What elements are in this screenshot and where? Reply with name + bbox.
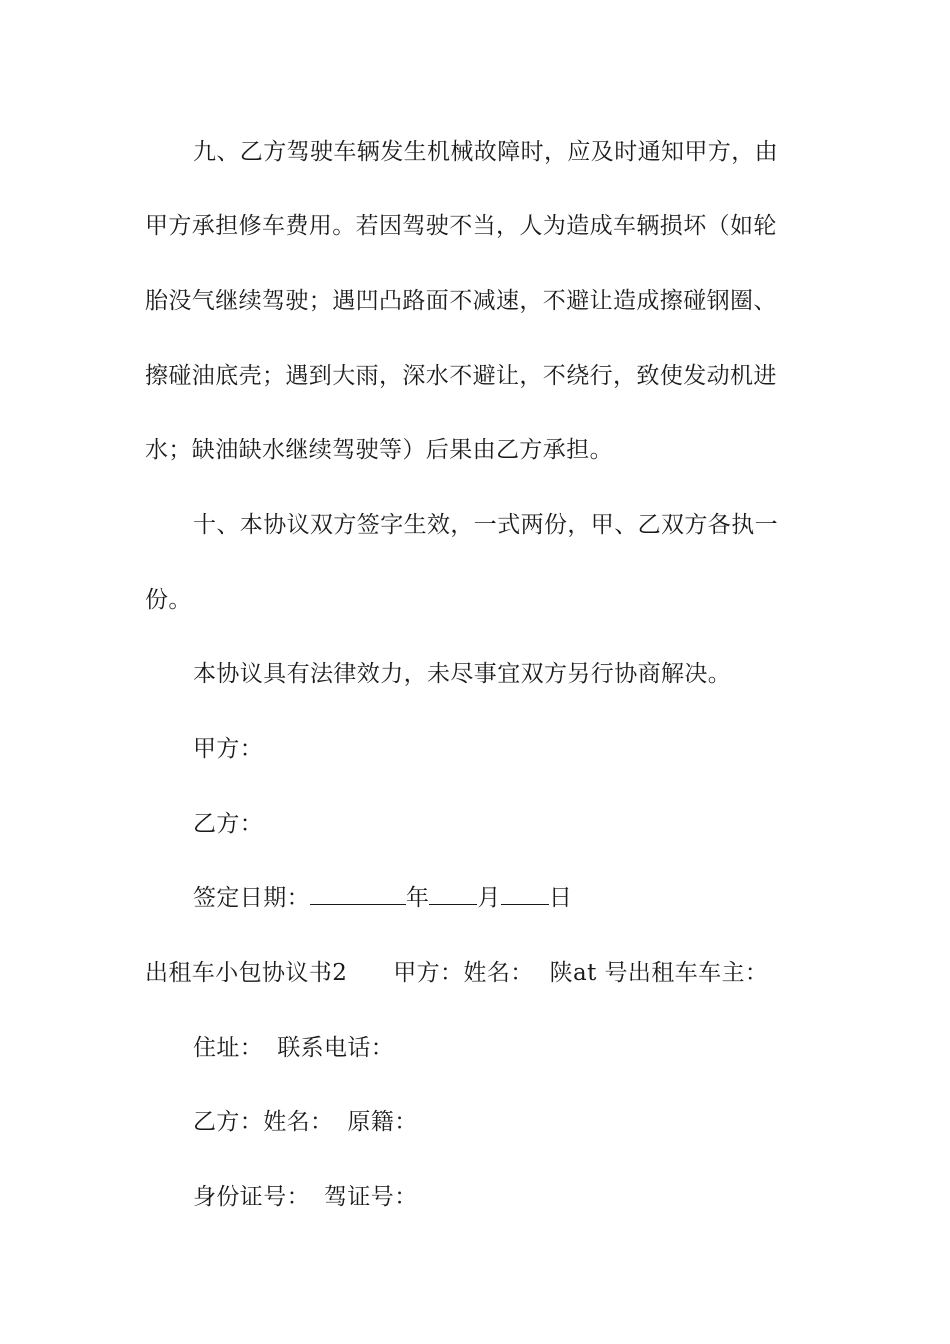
driver-license-label: 驾证号： [324, 1184, 418, 1210]
sign-date-line [193, 882, 863, 914]
phone-label: 联系电话： [277, 1035, 395, 1061]
party-b-name-line [193, 1106, 863, 1138]
year-label: 年 [406, 885, 430, 911]
clause-10-line-1: 十、本协议双方签字生效，一式两份，甲、乙双方各执一 [193, 512, 778, 538]
day-blank [501, 882, 549, 905]
address-phone-line [193, 1032, 863, 1064]
clause-10-line-2: 份。 [145, 587, 192, 613]
origin-label: 原籍： [347, 1109, 418, 1135]
clause-9-line-4: 擦碰油底壳；遇到大雨，深水不避让，不绕行，致使发动机进 [145, 363, 777, 389]
month-label: 月 [477, 885, 501, 911]
address-label: 住址： [193, 1035, 264, 1061]
legal-effect-statement: 本协议具有法律效力，未尽事宜双方另行协商解决。 [193, 661, 732, 687]
clause-9-line-2: 甲方承担修车费用。若因驾驶不当，人为造成车辆损坏（如轮 [145, 213, 777, 239]
month-blank [429, 882, 477, 905]
clause-9-line-1: 九、乙方驾驶车辆发生机械故障时，应及时通知甲方，由 [193, 139, 778, 165]
clause-9-line-3: 胎没气继续驾驶；遇凹凸路面不减速，不避让造成擦碰钢圈、 [145, 288, 777, 314]
id-number-label: 身份证号： [193, 1184, 310, 1210]
clause-9-line-5: 水；缺油缺水继续驾驶等）后果由乙方承担。 [145, 437, 613, 463]
agreement-2-party-a-name: 甲方：姓名： [393, 960, 534, 986]
year-blank [310, 882, 406, 905]
id-license-line [193, 1181, 863, 1213]
sign-date-label: 签定日期： [193, 885, 310, 911]
party-b-signature-label: 乙方： [193, 811, 264, 837]
party-b-name-label: 乙方：姓名： [193, 1109, 334, 1135]
agreement-2-header-line [145, 957, 815, 989]
agreement-2-plate-owner: 陕at 号出租车车主： [549, 960, 769, 986]
party-a-signature-label: 甲方： [193, 736, 264, 762]
day-label: 日 [548, 885, 573, 911]
agreement-2-title: 出租车小包协议书2 [145, 960, 348, 986]
